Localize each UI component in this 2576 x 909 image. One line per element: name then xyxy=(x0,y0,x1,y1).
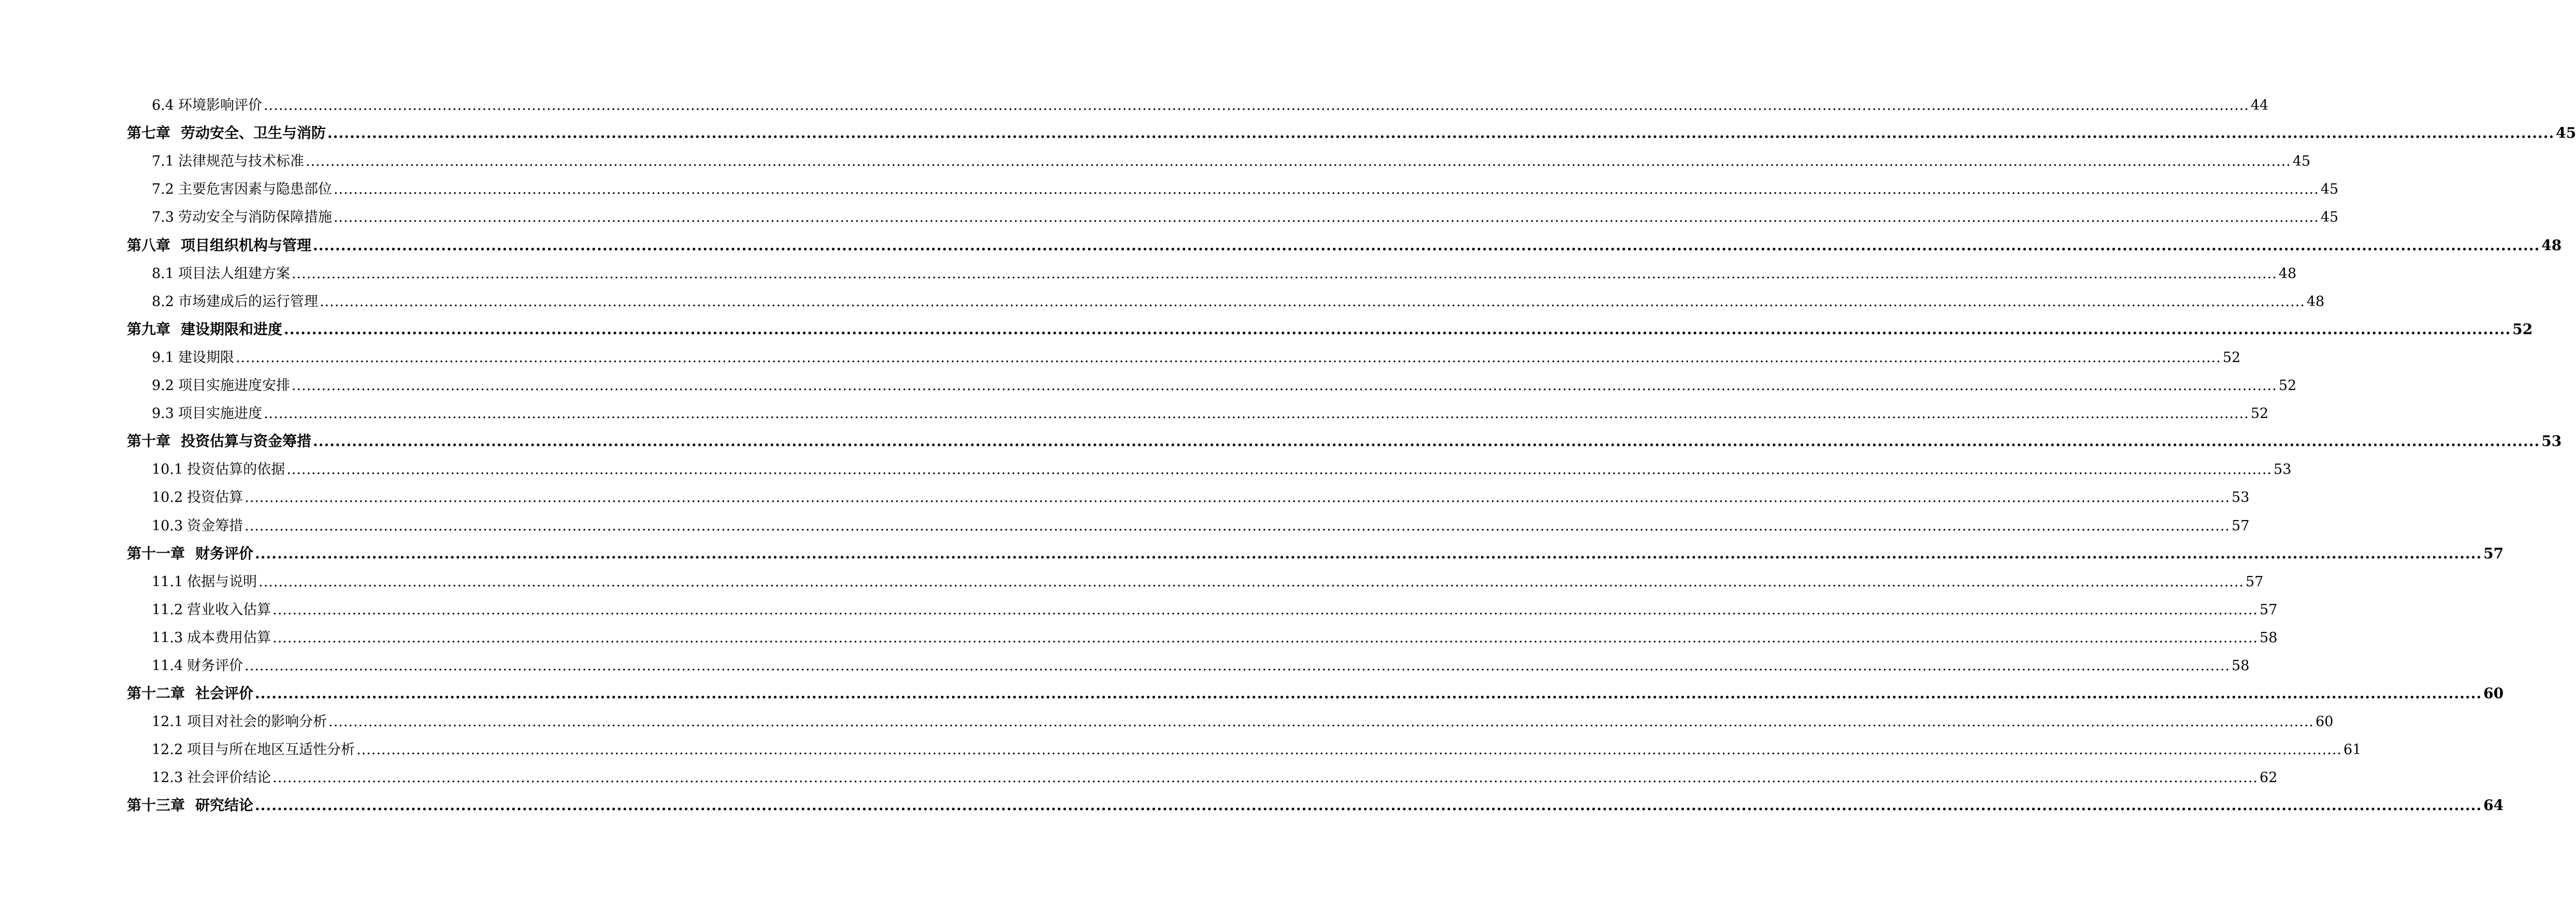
toc-page-number: 45 xyxy=(2556,124,2576,142)
toc-dot-leader: ................................................................................................................................................................................................................................................................................................................................................................................................................ xyxy=(272,770,2258,786)
toc-entry-text: 法律规范与技术标准 xyxy=(178,153,304,170)
toc-entry-text: 项目实施进度 xyxy=(178,406,262,422)
toc-section-entry[interactable] xyxy=(0,397,2269,425)
toc-page-number: 45 xyxy=(2292,153,2311,170)
toc-entry-number: 第十一章 xyxy=(127,544,185,562)
toc-entry-title xyxy=(152,379,290,393)
toc-entry-title xyxy=(152,715,327,729)
toc-entry-title xyxy=(127,686,253,701)
toc-page-number: 53 xyxy=(2273,461,2292,478)
toc-entry-number: 8.2 xyxy=(152,293,174,310)
toc-entry-title xyxy=(127,434,311,449)
toc-entry-title xyxy=(152,210,332,224)
toc-page-number: 48 xyxy=(2306,293,2325,310)
toc-dot-leader: ................................................................................................................................................................................................................................................................................................................................................................................................................ xyxy=(333,181,2319,198)
toc-entry-number: 10.2 xyxy=(152,489,183,506)
toc-page-number: 61 xyxy=(2343,742,2362,758)
toc-entry-text: 项目对社会的影响分析 xyxy=(187,714,327,730)
toc-entry-title xyxy=(152,659,243,673)
toc-entry-text: 财务评价 xyxy=(187,657,243,674)
toc-page-number: 58 xyxy=(2232,657,2250,674)
toc-entry-text: 财务评价 xyxy=(195,544,254,562)
toc-section-entry[interactable] xyxy=(0,257,2297,285)
toc-dot-leader: ................................................................................................................................................................................................................................................................................................................................................................................................................ xyxy=(244,657,2230,674)
toc-section-entry[interactable] xyxy=(0,761,2278,789)
toc-dot-leader: ................................................................................................................................................................................................................................................................................................................................................................................................................ xyxy=(286,461,2272,478)
toc-entry-number: 11.1 xyxy=(152,573,183,590)
toc-chapter-entry[interactable] xyxy=(0,537,2504,565)
toc-page-number: 57 xyxy=(2232,517,2250,534)
toc-section-entry[interactable] xyxy=(0,172,2339,200)
toc-entry-number: 7.2 xyxy=(152,181,174,198)
toc-entry-title xyxy=(152,351,234,365)
toc-entry-title xyxy=(152,771,271,785)
toc-entry-text: 市场建成后的运行管理 xyxy=(178,293,318,310)
toc-dot-leader: ................................................................................................................................................................................................................................................................................................................................................................................................................ xyxy=(255,797,2482,814)
toc-section-entry[interactable] xyxy=(0,453,2292,481)
table-of-contents xyxy=(0,89,2576,817)
toc-dot-leader: ................................................................................................................................................................................................................................................................................................................................................................................................................ xyxy=(255,685,2482,702)
toc-entry-number: 7.1 xyxy=(152,153,174,170)
toc-entry-number: 12.3 xyxy=(152,770,183,786)
toc-dot-leader: ................................................................................................................................................................................................................................................................................................................................................................................................................ xyxy=(244,489,2230,506)
toc-page-number: 57 xyxy=(2483,544,2504,562)
toc-entry-number: 第十章 xyxy=(127,432,171,450)
toc-entry-text: 项目实施进度安排 xyxy=(178,378,290,394)
toc-entry-text: 资金筹措 xyxy=(187,517,243,534)
toc-chapter-entry[interactable] xyxy=(0,313,2533,341)
toc-entry-title xyxy=(152,631,271,645)
toc-dot-leader: ................................................................................................................................................................................................................................................................................................................................................................................................................ xyxy=(272,601,2258,618)
toc-entry-text: 项目组织机构与管理 xyxy=(181,236,312,254)
toc-dot-leader: ................................................................................................................................................................................................................................................................................................................................................................................................................ xyxy=(263,406,2249,422)
toc-section-entry[interactable] xyxy=(0,145,2311,172)
toc-page-number: 60 xyxy=(2483,685,2504,702)
toc-dot-leader: ................................................................................................................................................................................................................................................................................................................................................................................................................ xyxy=(356,742,2342,758)
toc-page-number: 58 xyxy=(2260,629,2278,646)
toc-page-number: 48 xyxy=(2278,265,2297,282)
toc-entry-text: 劳动安全、卫生与消防 xyxy=(181,124,326,142)
toc-entry-title xyxy=(152,463,285,477)
toc-dot-leader: ................................................................................................................................................................................................................................................................................................................................................................................................................ xyxy=(305,153,2291,170)
toc-entry-text: 成本费用估算 xyxy=(187,629,271,646)
toc-entry-title xyxy=(127,322,282,337)
toc-page-number: 48 xyxy=(2541,236,2562,254)
toc-entry-number: 9.2 xyxy=(152,378,174,394)
toc-section-entry[interactable] xyxy=(0,341,2241,369)
toc-entry-number: 第七章 xyxy=(127,124,171,142)
toc-entry-number: 第十三章 xyxy=(127,797,185,814)
toc-page-number: 57 xyxy=(2246,573,2264,590)
toc-section-entry[interactable] xyxy=(0,705,2334,733)
toc-page-number: 62 xyxy=(2260,770,2278,786)
toc-section-entry[interactable] xyxy=(0,565,2264,593)
toc-dot-leader: ................................................................................................................................................................................................................................................................................................................................................................................................................ xyxy=(284,320,2511,338)
toc-entry-number: 6.4 xyxy=(152,97,174,114)
toc-entry-text: 投资估算 xyxy=(187,489,243,506)
toc-entry-text: 社会评价结论 xyxy=(187,770,271,786)
toc-page-number: 52 xyxy=(2512,320,2533,338)
toc-entry-text: 投资估算的依据 xyxy=(187,461,285,478)
toc-section-entry[interactable] xyxy=(0,509,2250,537)
toc-chapter-entry[interactable] xyxy=(0,117,2576,145)
toc-page-number: 52 xyxy=(2250,406,2269,422)
toc-entry-title xyxy=(127,546,253,561)
toc-section-entry[interactable] xyxy=(0,369,2297,397)
toc-entry-title xyxy=(152,98,262,112)
toc-entry-text: 劳动安全与消防保障措施 xyxy=(178,209,332,226)
toc-entry-title xyxy=(152,743,355,757)
toc-section-entry[interactable] xyxy=(0,285,2325,313)
toc-entry-title xyxy=(152,295,318,309)
toc-page-number: 64 xyxy=(2483,797,2504,814)
toc-chapter-entry[interactable] xyxy=(0,677,2504,705)
toc-dot-leader: ................................................................................................................................................................................................................................................................................................................................................................................................................ xyxy=(272,629,2258,646)
toc-section-entry[interactable] xyxy=(0,733,2362,761)
toc-section-entry[interactable] xyxy=(0,649,2250,677)
toc-section-entry[interactable] xyxy=(0,593,2278,621)
toc-entry-number: 11.4 xyxy=(152,657,183,674)
toc-entry-title xyxy=(152,575,257,589)
toc-dot-leader: ................................................................................................................................................................................................................................................................................................................................................................................................................ xyxy=(235,349,2221,366)
toc-page-number: 53 xyxy=(2541,432,2562,450)
toc-dot-leader: ................................................................................................................................................................................................................................................................................................................................................................................................................ xyxy=(327,124,2555,142)
toc-entry-number: 9.3 xyxy=(152,406,174,422)
toc-page-number: 53 xyxy=(2232,489,2250,506)
toc-entry-title xyxy=(127,798,253,813)
toc-dot-leader: ................................................................................................................................................................................................................................................................................................................................................................................................................ xyxy=(319,293,2305,310)
toc-entry-title xyxy=(152,154,304,168)
toc-dot-leader: ................................................................................................................................................................................................................................................................................................................................................................................................................ xyxy=(333,209,2319,226)
toc-entry-title xyxy=(152,519,243,533)
toc-entry-text: 社会评价 xyxy=(195,685,254,702)
toc-chapter-entry[interactable] xyxy=(0,789,2504,817)
toc-entry-number: 10.1 xyxy=(152,461,183,478)
toc-entry-number: 10.3 xyxy=(152,517,183,534)
toc-entry-number: 8.1 xyxy=(152,265,174,282)
toc-entry-number: 11.2 xyxy=(152,601,183,618)
toc-entry-title xyxy=(152,407,262,421)
toc-entry-text: 研究结论 xyxy=(195,797,254,814)
toc-section-entry[interactable] xyxy=(0,621,2278,649)
toc-entry-text: 项目法人组建方案 xyxy=(178,265,290,282)
toc-dot-leader: ................................................................................................................................................................................................................................................................................................................................................................................................................ xyxy=(291,378,2277,394)
toc-entry-title xyxy=(152,182,332,196)
toc-page-number: 52 xyxy=(2222,349,2241,366)
toc-page-number: 44 xyxy=(2250,97,2269,114)
toc-entry-number: 11.3 xyxy=(152,629,183,646)
toc-entry-text: 投资估算与资金筹措 xyxy=(181,432,312,450)
toc-page-number: 60 xyxy=(2315,714,2334,730)
toc-entry-number: 第十二章 xyxy=(127,685,185,702)
toc-dot-leader: ................................................................................................................................................................................................................................................................................................................................................................................................................ xyxy=(291,265,2277,282)
toc-page-number: 45 xyxy=(2320,209,2339,226)
toc-dot-leader: ................................................................................................................................................................................................................................................................................................................................................................................................................ xyxy=(313,236,2540,254)
toc-chapter-entry[interactable] xyxy=(0,425,2562,453)
toc-entry-number: 第九章 xyxy=(127,320,171,338)
toc-entry-title xyxy=(127,126,326,140)
toc-entry-title xyxy=(127,238,311,253)
toc-entry-text: 营业收入估算 xyxy=(187,601,271,618)
toc-section-entry[interactable] xyxy=(0,89,2269,117)
toc-entry-text: 主要危害因素与隐患部位 xyxy=(178,181,332,198)
toc-entry-number: 12.1 xyxy=(152,714,183,730)
toc-entry-title xyxy=(152,267,290,281)
toc-entry-number: 12.2 xyxy=(152,742,183,758)
toc-chapter-entry[interactable] xyxy=(0,228,2562,256)
toc-entry-text: 建设期限和进度 xyxy=(181,320,283,338)
toc-entry-text: 环境影响评价 xyxy=(178,97,262,114)
toc-dot-leader: ................................................................................................................................................................................................................................................................................................................................................................................................................ xyxy=(258,573,2244,590)
toc-entry-title xyxy=(152,603,271,617)
toc-entry-number: 9.1 xyxy=(152,349,174,366)
toc-entry-text: 项目与所在地区互适性分析 xyxy=(187,742,355,758)
toc-page-number: 45 xyxy=(2320,181,2339,198)
toc-entry-number: 第八章 xyxy=(127,236,171,254)
toc-entry-text: 依据与说明 xyxy=(187,573,257,590)
toc-section-entry[interactable] xyxy=(0,200,2339,228)
toc-dot-leader: ................................................................................................................................................................................................................................................................................................................................................................................................................ xyxy=(255,544,2482,562)
toc-dot-leader: ................................................................................................................................................................................................................................................................................................................................................................................................................ xyxy=(244,517,2230,534)
toc-page-number: 52 xyxy=(2278,378,2297,394)
toc-dot-leader: ................................................................................................................................................................................................................................................................................................................................................................................................................ xyxy=(328,714,2314,730)
toc-section-entry[interactable] xyxy=(0,481,2250,509)
toc-dot-leader: ................................................................................................................................................................................................................................................................................................................................................................................................................ xyxy=(263,97,2249,114)
toc-entry-title xyxy=(152,490,243,504)
toc-entry-number: 7.3 xyxy=(152,209,174,226)
toc-page-number: 57 xyxy=(2260,601,2278,618)
toc-entry-text: 建设期限 xyxy=(178,349,234,366)
toc-dot-leader: ................................................................................................................................................................................................................................................................................................................................................................................................................ xyxy=(313,432,2540,450)
